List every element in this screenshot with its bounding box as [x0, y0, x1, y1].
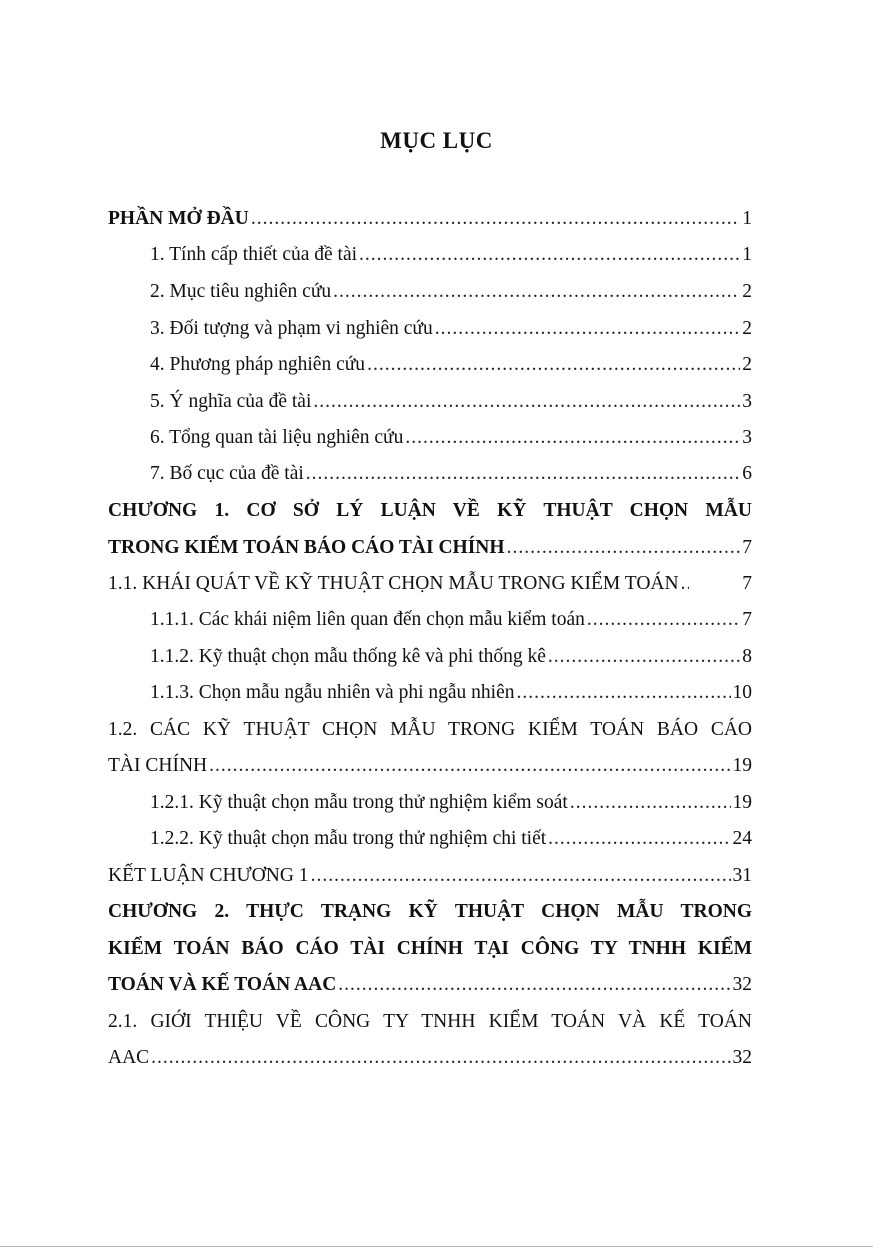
leader-dots [313, 389, 740, 415]
leader-dots [306, 461, 740, 487]
toc-entry-first-line[interactable]: CHƯƠNG 1. CƠ SỞ LÝ LUẬN VỀ KỸ THUẬT CHỌN MẪU [108, 500, 752, 521]
toc-entry-first-line[interactable]: 2.1. GIỚI THIỆU VỀ CÔNG TY TNHH KIỂM TOÁN VÀ KẾ TOÁN [108, 1011, 752, 1032]
toc-entry[interactable] [150, 425, 752, 451]
toc-page-number: 2 [742, 354, 752, 375]
leader-dots [516, 680, 730, 706]
toc-entry-label: TRONG KIỂM TOÁN BÁO CÁO TÀI CHÍNH [108, 537, 505, 558]
toc-page-number: 2 [742, 281, 752, 302]
leader-dots [338, 972, 730, 998]
leader-dots [311, 863, 731, 889]
leader-dots [405, 425, 740, 451]
page-title: MỤC LỤC [380, 128, 493, 153]
toc-entry-label: 1.1.2. Kỹ thuật chọn mẫu thống kê và phi thống kê [150, 646, 546, 667]
leader-dots [367, 352, 740, 378]
toc-page-number: 3 [742, 391, 752, 412]
toc-entry-label: 1.1.3. Chọn mẫu ngẫu nhiên và phi ngẫu nhiên [150, 682, 515, 703]
toc-entry-label: 1. Tính cấp thiết của đề tài [150, 244, 358, 265]
leader-dots [151, 1045, 730, 1071]
toc-entry[interactable] [150, 680, 752, 706]
toc-entry[interactable] [150, 316, 752, 342]
leader-dots [570, 790, 731, 816]
toc-entry[interactable] [150, 461, 752, 487]
toc-entry[interactable] [150, 242, 752, 268]
toc-entry[interactable] [150, 790, 752, 816]
toc-page-number: 6 [742, 463, 752, 484]
toc-entry-second-line[interactable]: KIỂM TOÁN BÁO CÁO TÀI CHÍNH TẠI CÔNG TY TNHH KIỂM [108, 938, 752, 959]
toc-entry-label: 1.2.2. Kỹ thuật chọn mẫu trong thử nghiệm chi tiết [150, 828, 547, 849]
toc-entry[interactable] [150, 279, 752, 305]
toc-entry-label: 3. Đối tượng và phạm vi nghiên cứu [150, 318, 433, 339]
toc-page-number: 7 [742, 609, 752, 630]
toc-entry-label: 6. Tổng quan tài liệu nghiên cứu [150, 427, 404, 448]
leader-dots [251, 206, 740, 232]
leader-dots [587, 607, 740, 633]
toc-entry-label: 4. Phương pháp nghiên cứu [150, 354, 366, 375]
toc-page-number: 2 [742, 318, 752, 339]
toc-page-number: 8 [742, 646, 752, 667]
toc-entry[interactable] [108, 753, 752, 779]
toc-entry-label: 5. Ý nghĩa của đề tài [150, 391, 312, 412]
toc-entry-label: 1.1.1. Các khái niệm liên quan đến chọn mẫu kiểm toán [150, 609, 585, 630]
toc-entry[interactable] [150, 389, 752, 415]
toc-entry[interactable] [108, 206, 752, 232]
toc-entry[interactable] [108, 1045, 752, 1071]
toc-entry[interactable] [108, 972, 752, 998]
page-bottom-edge [0, 1246, 873, 1247]
toc-entry[interactable] [108, 535, 752, 561]
toc-page-number: 7 [742, 573, 752, 594]
toc-entry-label: TÀI CHÍNH [108, 755, 208, 776]
toc-entry[interactable] [108, 571, 752, 597]
toc-entry-label: 1.1. KHÁI QUÁT VỀ KỸ THUẬT CHỌN MẪU TRONG KIỂM TOÁN [108, 573, 679, 594]
toc-entry[interactable] [150, 644, 752, 670]
toc-entry-label: 2. Mục tiêu nghiên cứu [150, 281, 332, 302]
toc-entry-label: PHẦN MỞ ĐẦU [108, 208, 249, 229]
toc-page-number: 19 [732, 755, 752, 776]
leader-dots [359, 242, 740, 268]
toc-page-number: 1 [742, 208, 752, 229]
leader-dots [548, 644, 740, 670]
toc-entry-first-line[interactable]: CHƯƠNG 2. THỰC TRẠNG KỸ THUẬT CHỌN MẪU TRONG [108, 901, 752, 922]
toc-page-number: 3 [742, 427, 752, 448]
toc-page-number: 10 [732, 682, 752, 703]
toc-page-number: 32 [732, 974, 752, 995]
toc-entry[interactable] [108, 863, 752, 889]
toc-entry[interactable] [150, 607, 752, 633]
toc-entry-label: KẾT LUẬN CHƯƠNG 1 [108, 865, 309, 886]
leader-dots [209, 753, 730, 779]
toc-page-number: 32 [732, 1047, 752, 1068]
toc-entry-label: 7. Bố cục của đề tài [150, 463, 304, 484]
toc-entry[interactable] [150, 826, 752, 852]
toc-page-number: 24 [732, 828, 752, 849]
leader-dots [681, 571, 689, 597]
toc-entry-label: TOÁN VÀ KẾ TOÁN AAC [108, 974, 337, 995]
toc-page-number: 31 [732, 865, 752, 886]
toc-entry-label: 1.2.1. Kỹ thuật chọn mẫu trong thử nghiệm kiểm soát [150, 792, 568, 813]
toc-entry-label: AAC [108, 1047, 150, 1068]
leader-dots [507, 535, 741, 561]
toc-page-number: 19 [732, 792, 752, 813]
toc-page-number: 1 [742, 244, 752, 265]
toc-page-number: 7 [742, 537, 752, 558]
toc-entry[interactable] [150, 352, 752, 378]
toc-entry-first-line[interactable]: 1.2. CÁC KỸ THUẬT CHỌN MẪU TRONG KIỂM TOÁN BÁO CÁO [108, 719, 752, 740]
leader-dots [548, 826, 730, 852]
leader-dots [435, 316, 741, 342]
leader-dots [333, 279, 740, 305]
